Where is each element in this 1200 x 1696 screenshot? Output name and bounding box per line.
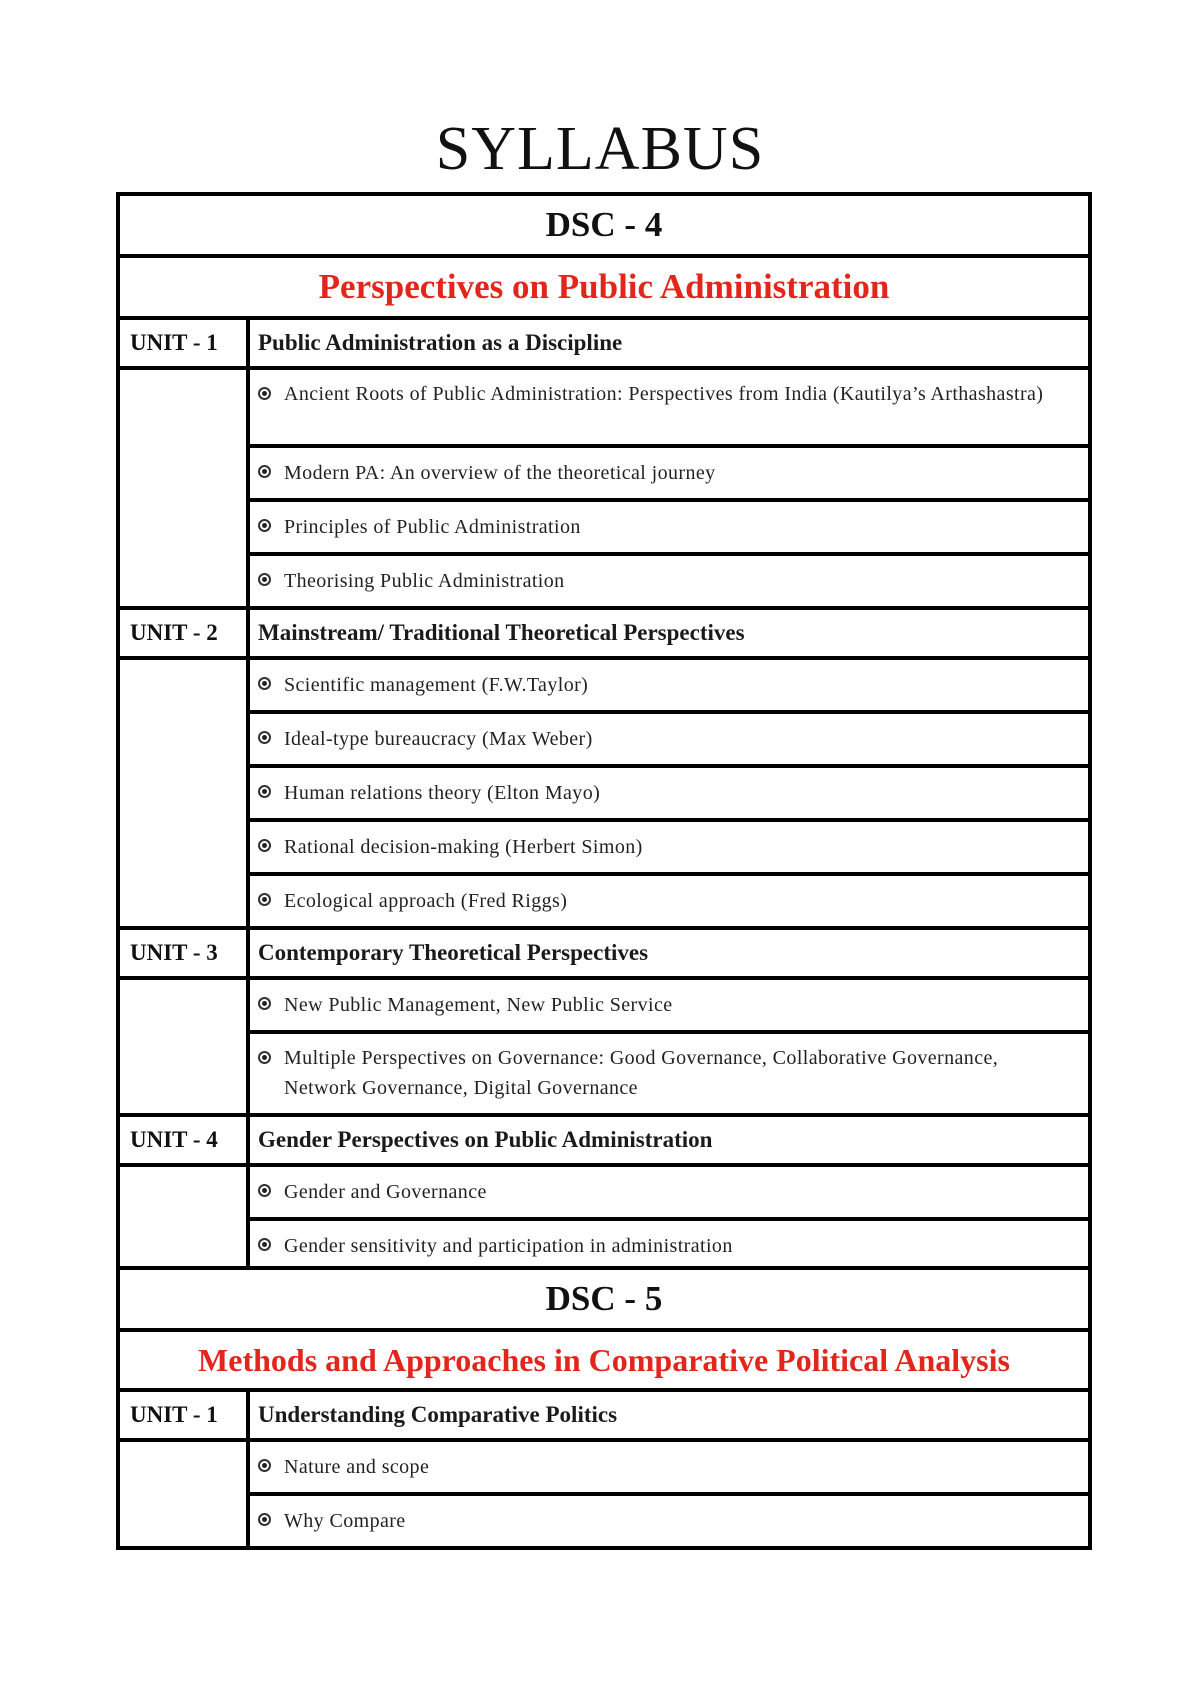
topic-item: Multiple Perspectives on Governance: Good Governance, Collaborative Governance, Network Governance, Digital Governance [250, 1034, 1088, 1113]
topic-item: Nature and scope [250, 1442, 1088, 1496]
topic-item: Scientific management (F.W.Taylor) [250, 660, 1088, 714]
topic-item: Theorising Public Administration [250, 556, 1088, 606]
unit-row [120, 1117, 1088, 1271]
course-title: Methods and Approaches in Comparative Political Analysis [120, 1332, 1088, 1392]
radio-bullet-icon [258, 1459, 271, 1472]
unit-title: Contemporary Theoretical Perspectives [250, 930, 1088, 980]
unit-title: Gender Perspectives on Public Administration [250, 1117, 1088, 1167]
topic-item: Ancient Roots of Public Administration: Perspectives from India (Kautilya’s Arthashastra) [250, 370, 1088, 448]
unit-row [120, 1392, 1088, 1546]
course-title: Perspectives on Public Administration [120, 258, 1088, 320]
radio-bullet-icon [258, 573, 271, 586]
course-table-dsc-4 [116, 192, 1092, 1275]
topic-item: Modern PA: An overview of the theoretical journey [250, 448, 1088, 502]
radio-bullet-icon [258, 1513, 271, 1526]
unit-title: Mainstream/ Traditional Theoretical Perspectives [250, 610, 1088, 660]
radio-bullet-icon [258, 839, 271, 852]
unit-label: UNIT - 1 [120, 320, 246, 370]
unit-label: UNIT - 1 [120, 1392, 246, 1442]
unit-row [120, 930, 1088, 1117]
unit-label: UNIT - 2 [120, 610, 246, 660]
course-code: DSC - 5 [120, 1270, 1088, 1332]
unit-row [120, 320, 1088, 610]
radio-bullet-icon [258, 785, 271, 798]
course-code: DSC - 4 [120, 196, 1088, 258]
radio-bullet-icon [258, 997, 271, 1010]
unit-row [120, 610, 1088, 930]
topic-item: Rational decision-making (Herbert Simon) [250, 822, 1088, 876]
radio-bullet-icon [258, 731, 271, 744]
topic-item: New Public Management, New Public Service [250, 980, 1088, 1034]
topic-item: Gender sensitivity and participation in administration [250, 1221, 1088, 1271]
radio-bullet-icon [258, 1051, 271, 1064]
radio-bullet-icon [258, 465, 271, 478]
course-table-dsc-5 [116, 1266, 1092, 1550]
unit-title: Understanding Comparative Politics [250, 1392, 1088, 1442]
topic-item: Ecological approach (Fred Riggs) [250, 876, 1088, 926]
radio-bullet-icon [258, 677, 271, 690]
radio-bullet-icon [258, 519, 271, 532]
topic-item: Gender and Governance [250, 1167, 1088, 1221]
radio-bullet-icon [258, 1184, 271, 1197]
topic-item: Principles of Public Administration [250, 502, 1088, 556]
radio-bullet-icon [258, 1238, 271, 1251]
topic-item: Why Compare [250, 1496, 1088, 1546]
radio-bullet-icon [258, 893, 271, 906]
unit-label: UNIT - 4 [120, 1117, 246, 1167]
topic-item: Ideal-type bureaucracy (Max Weber) [250, 714, 1088, 768]
page-title: SYLLABUS [435, 115, 765, 183]
topic-item: Human relations theory (Elton Mayo) [250, 768, 1088, 822]
unit-label: UNIT - 3 [120, 930, 246, 980]
radio-bullet-icon [258, 387, 271, 400]
unit-title: Public Administration as a Discipline [250, 320, 1088, 370]
